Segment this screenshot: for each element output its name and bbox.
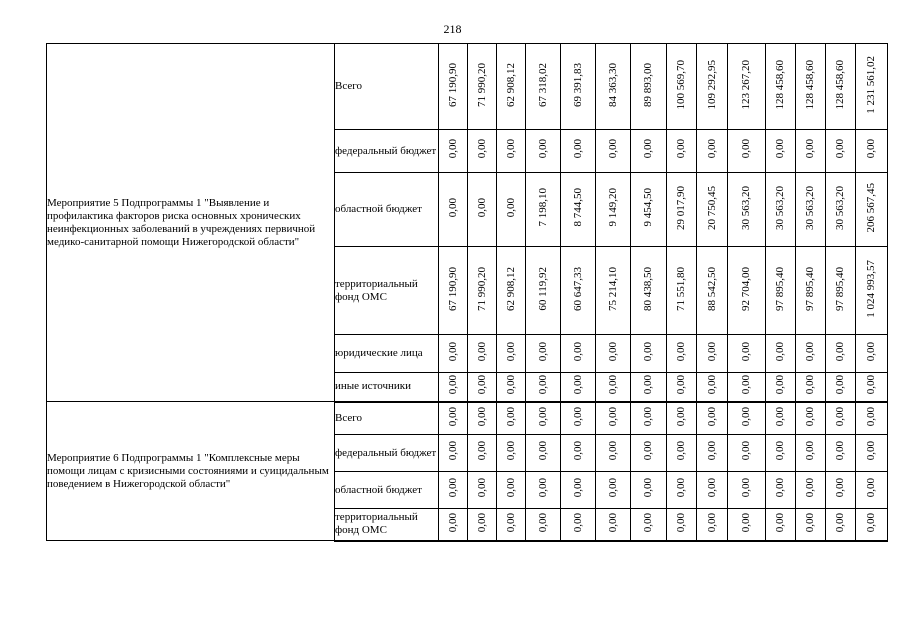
value-cell [728,435,766,472]
measure-title: Мероприятие 6 Подпрограммы 1 "Комплексные меры помощи лицам с кризисными состояниями и суицидальным поведением в Нижегородской области" [47,402,335,541]
value-text: 0,00 [705,375,718,395]
value-text: 1 024 993,57 [865,259,877,318]
value-cell [497,435,526,472]
value-cell [796,402,826,435]
value-cell [468,247,497,335]
value-cell [766,435,796,472]
value-text: 0,00 [475,341,488,362]
value-cell [826,335,856,373]
funding-source-label: областной бюджет [335,472,439,509]
value-text: 0,00 [774,478,786,498]
value-cell [439,247,468,335]
value-cell [497,335,526,373]
value-text: 7 198,10 [536,188,549,227]
value-cell [631,335,667,373]
value-cell [728,130,766,173]
value-text: 0,00 [774,406,786,426]
value-cell [856,373,888,402]
value-cell [497,247,526,335]
value-cell [766,509,796,541]
value-text: 30 563,20 [774,185,786,230]
value-cell [826,472,856,509]
value-text: 0,00 [705,441,718,461]
value-text: 67 318,02 [536,62,549,107]
funding-source-label: территориальный фонд ОМС [335,509,439,541]
value-cell [697,472,728,509]
value-cell [667,472,697,509]
funding-source-label: федеральный бюджет [335,130,439,173]
value-text: 0,00 [642,341,654,362]
value-cell [631,44,667,130]
value-cell [596,130,631,173]
value-cell [497,173,526,247]
value-cell [631,509,667,541]
value-cell [856,509,888,541]
value-text: 0,00 [475,139,488,159]
value-text: 123 267,20 [740,59,752,110]
value-text: 0,00 [504,478,517,498]
value-cell [596,435,631,472]
value-text: 0,00 [536,441,549,461]
value-text: 0,00 [475,375,488,395]
value-cell [561,373,596,402]
value-cell [766,130,796,173]
value-text: 0,00 [642,512,654,532]
value-text: 0,00 [675,341,687,362]
value-text: 0,00 [606,341,619,362]
value-text: 0,00 [504,441,517,461]
value-cell [561,247,596,335]
value-cell [468,373,497,402]
value-cell [826,247,856,335]
value-cell [667,130,697,173]
value-text: 0,00 [446,478,459,498]
value-text: 0,00 [536,341,549,362]
value-cell [697,373,728,402]
value-cell [596,472,631,509]
value-text: 8 744,50 [571,188,584,227]
value-cell [439,173,468,247]
value-cell [826,373,856,402]
value-text: 0,00 [865,139,877,159]
value-cell [856,402,888,435]
value-text: 0,00 [705,139,718,159]
value-text: 0,00 [536,139,549,159]
value-text: 60 119,92 [536,266,549,311]
value-cell [439,44,468,130]
value-text: 0,00 [446,512,459,532]
value-text: 71 990,20 [475,266,488,311]
value-text: 0,00 [446,375,459,395]
value-text: 0,00 [865,512,877,532]
funding-source-label: Всего [335,402,439,435]
value-cell [728,44,766,130]
value-cell [561,402,596,435]
value-cell [468,335,497,373]
value-cell [826,173,856,247]
value-cell [697,130,728,173]
value-text: 128 458,60 [774,59,786,110]
value-text: 0,00 [804,478,816,498]
value-text: 0,00 [774,441,786,461]
value-cell [766,44,796,130]
value-text: 0,00 [740,341,752,362]
value-cell [526,509,561,541]
value-cell [631,130,667,173]
value-text: 0,00 [865,441,877,461]
value-cell [596,173,631,247]
value-cell [667,247,697,335]
value-cell [856,44,888,130]
value-text: 0,00 [446,197,459,218]
value-cell [596,44,631,130]
value-text: 0,00 [804,441,816,461]
value-text: 0,00 [804,406,816,426]
value-cell [526,173,561,247]
value-text: 1 231 561,02 [865,55,877,114]
value-text: 0,00 [446,341,459,362]
value-text: 0,00 [606,375,619,395]
value-text: 128 458,60 [804,59,816,110]
value-text: 84 363,30 [606,62,619,107]
value-cell [561,173,596,247]
value-cell [561,130,596,173]
value-cell [561,435,596,472]
value-text: 0,00 [675,139,687,159]
value-text: 0,00 [804,139,816,159]
value-text: 89 893,00 [642,62,654,107]
value-text: 0,00 [571,139,584,159]
value-cell [856,130,888,173]
value-text: 0,00 [834,406,846,426]
value-cell [796,44,826,130]
value-cell [728,173,766,247]
value-cell [468,472,497,509]
value-text: 0,00 [642,375,654,395]
value-cell [526,130,561,173]
value-cell [439,509,468,541]
value-text: 0,00 [740,375,752,395]
value-cell [468,509,497,541]
value-text: 0,00 [536,512,549,532]
value-cell [561,335,596,373]
value-text: 0,00 [705,406,718,426]
value-text: 0,00 [504,512,517,532]
value-text: 69 391,83 [571,62,584,107]
value-cell [796,373,826,402]
value-text: 92 704,00 [740,266,752,311]
value-cell [526,472,561,509]
value-text: 97 895,40 [774,266,786,311]
value-cell [826,435,856,472]
value-text: 0,00 [834,441,846,461]
value-text: 0,00 [705,478,718,498]
value-cell [856,247,888,335]
value-cell [766,402,796,435]
value-cell [766,373,796,402]
value-text: 100 569,70 [675,59,687,110]
value-text: 0,00 [740,139,752,159]
funding-source-label: федеральный бюджет [335,435,439,472]
value-cell [796,247,826,335]
value-cell [826,402,856,435]
value-text: 0,00 [834,375,846,395]
value-cell [826,44,856,130]
value-cell [856,335,888,373]
value-text: 0,00 [504,375,517,395]
value-cell [667,373,697,402]
value-cell [796,130,826,173]
value-text: 0,00 [804,375,816,395]
value-cell [631,402,667,435]
value-cell [766,247,796,335]
measure-title: Мероприятие 5 Подпрограммы 1 "Выявление и профилактика факторов риска основных хронических неинфекционных заболеваний в учреждениях первичной медико-санитарной помощи Нижегородской области" [47,44,335,402]
value-text: 0,00 [675,512,687,532]
value-text: 0,00 [774,375,786,395]
value-text: 0,00 [675,406,687,426]
value-text: 0,00 [446,139,459,159]
value-cell [526,402,561,435]
value-cell [796,472,826,509]
value-text: 0,00 [865,375,877,395]
value-text: 0,00 [475,512,488,532]
value-text: 62 908,12 [504,266,517,311]
value-cell [631,173,667,247]
funding-source-label: Всего [335,44,439,130]
page-number: 218 [443,22,462,36]
value-cell [697,335,728,373]
value-cell [667,44,697,130]
value-text: 0,00 [834,478,846,498]
value-cell [667,335,697,373]
value-cell [667,435,697,472]
value-text: 0,00 [642,478,654,498]
value-text: 0,00 [606,512,619,532]
value-cell [667,509,697,541]
value-text: 0,00 [475,441,488,461]
value-cell [439,373,468,402]
value-text: 75 214,10 [606,266,619,311]
value-cell [468,44,497,130]
value-text: 109 292,95 [705,59,718,110]
value-text: 0,00 [504,406,517,426]
value-cell [728,247,766,335]
value-text: 0,00 [705,341,718,362]
value-text: 0,00 [571,441,584,461]
value-cell [796,335,826,373]
value-text: 97 895,40 [804,266,816,311]
value-cell [439,335,468,373]
value-cell [697,509,728,541]
value-text: 0,00 [865,478,877,498]
value-text: 0,00 [774,512,786,532]
value-cell [728,335,766,373]
value-cell [796,173,826,247]
value-text: 0,00 [536,406,549,426]
value-cell [667,402,697,435]
value-text: 0,00 [834,139,846,159]
value-cell [796,509,826,541]
value-text: 0,00 [642,139,654,159]
value-text: 0,00 [606,441,619,461]
value-cell [697,247,728,335]
value-cell [596,335,631,373]
value-cell [596,509,631,541]
value-cell [561,44,596,130]
value-text: 0,00 [705,512,718,532]
value-cell [468,173,497,247]
value-cell [497,44,526,130]
value-cell [697,435,728,472]
value-text: 0,00 [675,375,687,395]
value-text: 0,00 [571,341,584,362]
value-cell [826,509,856,541]
value-text: 0,00 [834,341,846,362]
value-cell [439,472,468,509]
value-text: 206 567,45 [865,182,877,233]
value-cell [796,435,826,472]
value-cell [766,472,796,509]
value-text: 0,00 [774,139,786,159]
value-text: 128 458,60 [834,59,846,110]
value-text: 0,00 [571,478,584,498]
value-cell [561,472,596,509]
value-text: 0,00 [865,406,877,426]
value-cell [856,173,888,247]
value-text: 0,00 [834,512,846,532]
value-text: 71 990,20 [475,62,488,107]
value-text: 71 551,80 [675,266,687,311]
value-text: 30 563,20 [834,185,846,230]
value-text: 0,00 [446,406,459,426]
value-cell [526,335,561,373]
value-cell [728,402,766,435]
value-text: 0,00 [740,512,752,532]
funding-source-label: областной бюджет [335,173,439,247]
value-text: 0,00 [606,478,619,498]
value-cell [697,44,728,130]
value-text: 0,00 [675,478,687,498]
value-text: 67 190,90 [446,62,459,107]
value-cell [697,402,728,435]
value-text: 0,00 [536,375,549,395]
value-cell [497,472,526,509]
value-cell [497,373,526,402]
value-text: 80 438,50 [642,266,654,311]
value-cell [766,335,796,373]
value-cell [561,509,596,541]
value-text: 97 895,40 [834,266,846,311]
table-body [47,44,888,541]
value-cell [728,509,766,541]
value-text: 0,00 [774,341,786,362]
value-cell [631,472,667,509]
funding-source-label: иные источники [335,373,439,402]
value-text: 88 542,50 [705,266,718,311]
value-cell [697,173,728,247]
value-text: 0,00 [740,441,752,461]
value-text: 0,00 [642,406,654,426]
value-text: 0,00 [536,478,549,498]
value-text: 0,00 [504,197,517,218]
value-cell [468,130,497,173]
value-cell [526,373,561,402]
value-text: 0,00 [642,441,654,461]
value-cell [596,247,631,335]
value-cell [631,373,667,402]
funding-source-label: юридические лица [335,335,439,373]
table-row [47,44,888,130]
value-text: 29 017,90 [675,185,687,230]
value-cell [497,130,526,173]
value-cell [728,373,766,402]
table-row [47,402,888,435]
value-cell [631,435,667,472]
value-cell [826,130,856,173]
value-cell [667,173,697,247]
value-text: 30 563,20 [740,185,752,230]
value-text: 0,00 [865,341,877,362]
value-cell [497,509,526,541]
value-text: 0,00 [475,197,488,218]
value-cell [468,435,497,472]
value-cell [439,435,468,472]
value-text: 0,00 [504,341,517,362]
value-cell [856,472,888,509]
value-text: 0,00 [675,441,687,461]
value-text: 0,00 [571,406,584,426]
value-cell [596,373,631,402]
value-cell [766,173,796,247]
value-cell [728,472,766,509]
value-text: 0,00 [446,441,459,461]
value-text: 67 190,90 [446,266,459,311]
value-text: 0,00 [475,406,488,426]
funding-source-label: территориальный фонд ОМС [335,247,439,335]
value-text: 0,00 [740,406,752,426]
value-cell [526,44,561,130]
funding-table [46,43,888,542]
value-text: 9 149,20 [606,188,619,227]
value-text: 0,00 [571,512,584,532]
value-cell [468,402,497,435]
value-cell [856,435,888,472]
value-text: 0,00 [475,478,488,498]
value-text: 0,00 [571,375,584,395]
value-cell [497,402,526,435]
value-text: 0,00 [606,139,619,159]
value-cell [439,130,468,173]
value-cell [439,402,468,435]
value-text: 62 908,12 [504,62,517,107]
value-text: 9 454,50 [642,188,654,227]
value-text: 0,00 [740,478,752,498]
value-cell [596,402,631,435]
value-text: 0,00 [804,512,816,532]
value-cell [631,247,667,335]
value-text: 60 647,33 [571,266,584,311]
value-cell [526,247,561,335]
value-text: 30 563,20 [804,185,816,230]
value-cell [526,435,561,472]
value-text: 20 750,45 [705,185,718,230]
value-text: 0,00 [504,139,517,159]
value-text: 0,00 [606,406,619,426]
value-text: 0,00 [804,341,816,362]
